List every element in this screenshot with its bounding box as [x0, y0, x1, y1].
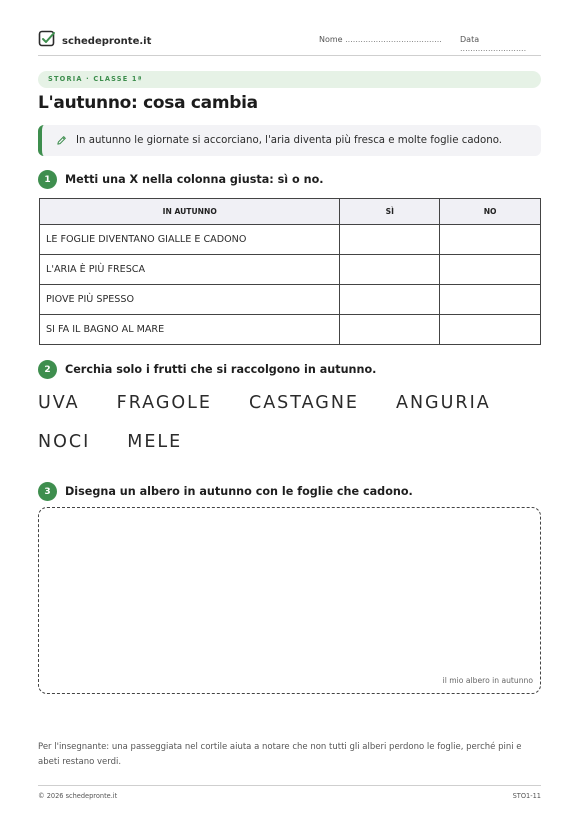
site-name: schedepronte.it: [62, 35, 152, 47]
statement-cell: SI FA IL BAGNO AL MARE: [40, 315, 340, 345]
table-row: [40, 315, 541, 345]
fruit-word[interactable]: CASTAGNE: [248, 393, 359, 413]
yes-no-table: [39, 198, 541, 345]
question-number: 2: [38, 360, 57, 379]
question-1: [38, 170, 324, 189]
date-label: Data: [460, 35, 480, 44]
question-number: 1: [38, 170, 57, 189]
teacher-note: Per l'insegnante: una passeggiata nel cortile aiuta a notare che non tutti gli alberi perdono le foglie, perché pini e abeti restano verdi.: [38, 742, 522, 767]
no-answer-cell[interactable]: [440, 255, 541, 285]
no-answer-cell[interactable]: [440, 285, 541, 315]
yes-answer-cell[interactable]: [340, 315, 440, 345]
column-header-statement: IN AUTUNNO: [40, 199, 340, 225]
name-field[interactable]: [319, 35, 442, 44]
fruit-word[interactable]: UVA: [38, 393, 80, 413]
statement-cell: PIOVE PIÙ SPESSO: [40, 285, 340, 315]
intro-note: [38, 125, 541, 156]
intro-note-text: In autunno le giornate si accorciano, l'aria diventa più fresca e molte foglie cadono.: [76, 135, 503, 146]
statement-cell: L'ARIA È PIÙ FRESCA: [40, 255, 340, 285]
question-number: 3: [38, 482, 57, 501]
statement-cell: LE FOGLIE DIVENTANO GIALLE E CADONO: [40, 225, 340, 255]
no-answer-cell[interactable]: [440, 315, 541, 345]
worksheet-code: STO1-11: [512, 792, 541, 800]
table-row: [40, 285, 541, 315]
question-text: Cerchia solo i frutti che si raccolgono in autunno.: [65, 363, 377, 376]
table-row: [40, 225, 541, 255]
site-logo: [38, 30, 151, 52]
fruit-word[interactable]: MELE: [127, 432, 183, 452]
fruit-word[interactable]: NOCI: [38, 432, 91, 452]
table-header-row: [40, 199, 541, 225]
checkbox-icon: [38, 30, 56, 52]
drawing-area[interactable]: [38, 507, 541, 694]
question-2: [38, 360, 376, 379]
fruit-word-list: [38, 392, 541, 453]
question-text: Disegna un albero in autunno con le foglie che cadono.: [65, 485, 413, 498]
pencil-icon: [56, 131, 76, 150]
no-answer-cell[interactable]: [440, 225, 541, 255]
page-footer: [38, 785, 541, 800]
fruit-word[interactable]: ANGURIA: [395, 393, 491, 413]
column-header-yes: SÌ: [340, 199, 440, 225]
copyright-text: © 2026 schedepronte.it: [38, 792, 118, 800]
yes-answer-cell[interactable]: [340, 255, 440, 285]
question-3: [38, 482, 413, 501]
name-dots: ......................................: [345, 35, 442, 44]
page-header: [38, 30, 541, 56]
drawing-caption: il mio albero in autunno: [442, 676, 533, 685]
name-label: Nome: [319, 35, 343, 44]
date-field[interactable]: [460, 35, 541, 53]
question-text: Metti una X nella colonna giusta: sì o no.: [65, 173, 324, 186]
yes-answer-cell[interactable]: [340, 285, 440, 315]
column-header-no: NO: [440, 199, 541, 225]
table-row: [40, 255, 541, 285]
subject-tag: STORIA · CLASSE 1ª: [38, 71, 541, 88]
yes-answer-cell[interactable]: [340, 225, 440, 255]
date-dots: ..........................: [460, 44, 527, 53]
page-title: L'autunno: cosa cambia: [38, 93, 258, 113]
fruit-word[interactable]: FRAGOLE: [116, 393, 212, 413]
